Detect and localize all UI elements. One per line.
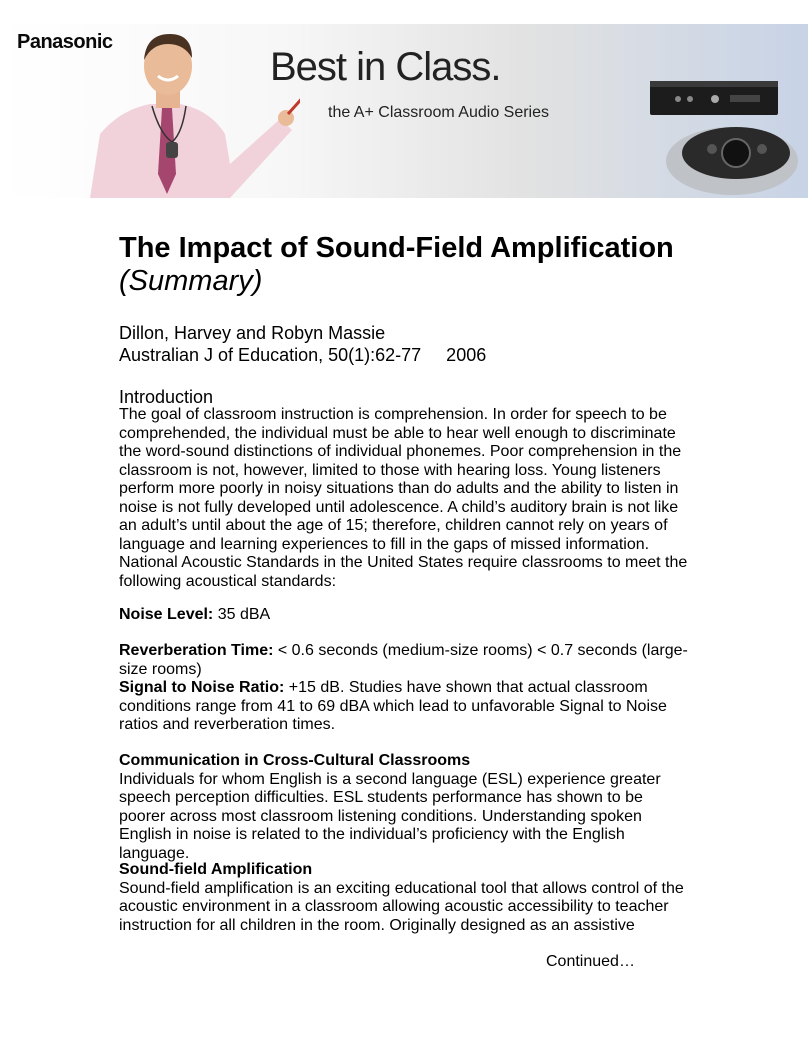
sound-field-heading: Sound-field Amplification (119, 861, 313, 878)
reverberation-value: < 0.6 seconds (medium-size rooms) < 0.7 seconds (large-size rooms) (119, 642, 688, 678)
banner-subhead: the A+ Classroom Audio Series (328, 104, 550, 121)
panasonic-logo: Panasonic (17, 31, 113, 53)
introduction-body (119, 406, 691, 591)
banner-headline: Best in Class. (270, 45, 501, 89)
authors: Dillon, Harvey and Robyn Massie (119, 323, 386, 343)
standards-block (119, 642, 691, 735)
sound-field-paragraph: Sound-field amplification is an exciting educational tool that allows control of the acoustic environment in a classroom allowing acoustic accessibility to teacher instruction for all children in the room. Originally designed as an assistive (119, 879, 684, 934)
cross-cultural-section (119, 752, 691, 863)
teacher-photo (80, 24, 300, 198)
header-banner (0, 24, 808, 198)
snr-value: +15 dB. Studies have shown that actual classroom conditions range from 41 to 69 dBA which lead to unfavorable Signal to Noise ratios and reverberation times. (119, 679, 667, 733)
document-title: The Impact of Sound-Field Amplification (119, 232, 674, 264)
audio-device-photo (640, 79, 808, 198)
noise-level-value: 35 dBA (213, 606, 271, 623)
citation-block (119, 322, 486, 366)
cross-cultural-paragraph: Individuals for whom English is a second language (ESL) experience greater speech perception difficulties. ESL students performance has shown to be poorer across most classroom listening conditions. Understanding spoken English in noise is related to the individual’s proficiency with the English language. (119, 770, 661, 862)
reverberation-label: Reverberation Time: (119, 642, 274, 659)
noise-level-line (119, 606, 691, 625)
snr-line (119, 679, 691, 735)
introduction-heading: Introduction (119, 387, 214, 407)
noise-level-label: Noise Level: (119, 606, 214, 623)
introduction-paragraph: The goal of classroom instruction is comprehension. In order for speech to be comprehended, the individual must be able to hear well enough to discriminate the word-sound distinctions of individual phonemes. Poor comprehension in the classroom is not, however, limited to those with hearing loss. Young listeners perform more poorly in noisy situations than do adults and the ability to listen in noise is not fully developed until adolescence. A child’s auditory brain is not like an adult’s until about the age of 15; therefore, children cannot rely on years of language and learning experiences to fill in the gaps of missed information. National Acoustic Standards in the United States require classrooms to meet the following acoustical standards: (119, 406, 688, 590)
reverberation-line (119, 642, 691, 679)
sound-field-section (119, 861, 691, 935)
journal-citation: Australian J of Education, 50(1):62-77 2006 (119, 345, 487, 365)
snr-label: Signal to Noise Ratio: (119, 679, 285, 696)
document-subtitle: (Summary) (119, 265, 263, 297)
continued-note: Continued… (546, 953, 635, 970)
cross-cultural-heading: Communication in Cross-Cultural Classrooms (119, 752, 471, 769)
